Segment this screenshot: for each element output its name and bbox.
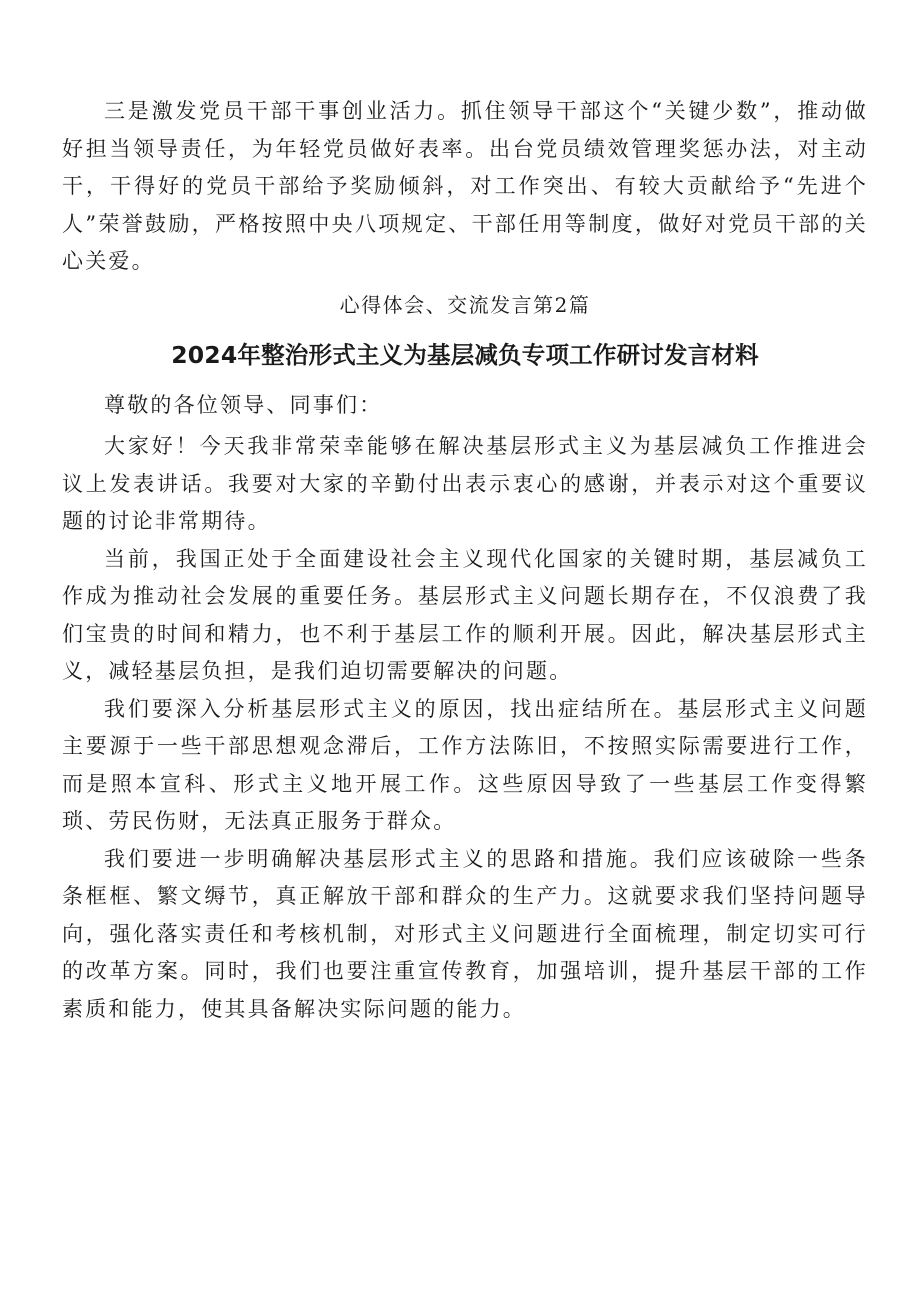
section-subheading: 心得体会、交流发言第2篇 xyxy=(339,292,591,317)
paragraph-2: 当前，我国正处于全面建设社会主义现代化国家的关键时期，基层减负工作成为推动社会发展的重要任务。基层形式主义问题长期存在，不仅浪费了我们宝贵的时间和精力，也不利于基层工作的顺利开展。因此，解决基层形式主义，减轻基层负担，是我们迫切需要解决的问题。 xyxy=(62,546,868,683)
paragraph-1: 大家好！今天我非常荣幸能够在解决基层形式主义为基层减负工作推进会议上发表讲话。我要对大家的辛勤付出表示衷心的感谢，并表示对这个重要议题的讨论非常期待。 xyxy=(62,434,868,533)
document-page xyxy=(62,93,868,1028)
salutation: 尊敬的各位领导、同事们： xyxy=(104,392,383,417)
paragraph-top: 三是激发党员干部干事创业活力。抓住领导干部这个“关键少数”，推动做好担当领导责任，为年轻党员做好表率。出台党员绩效管理奖惩办法，对主动干，干得好的党员干部给予奖励倾斜，对工作突出、有较大贡献给予“先进个人”荣誉鼓励，严格按照中央八项规定、干部任用等制度，做好对党员干部的关心关爱。 xyxy=(62,99,868,273)
document-title: 2024年整治形式主义为基层减负专项工作研讨发言材料 xyxy=(171,340,759,369)
paragraph-4: 我们要进一步明确解决基层形式主义的思路和措施。我们应该破除一些条条框框、繁文缛节，真正解放干部和群众的生产力。这就要求我们坚持问题导向，强化落实责任和考核机制，对形式主义问题进行全面梳理，制定切实可行的改革方案。同时，我们也要注重宣传教育，加强培训，提升基层干部的工作素质和能力，使其具备解决实际问题的能力。 xyxy=(62,846,868,1021)
paragraph-3: 我们要深入分析基层形式主义的原因，找出症结所在。基层形式主义问题主要源于一些干部思想观念滞后，工作方法陈旧，不按照实际需要进行工作，而是照本宣科、形式主义地开展工作。这些原因导致了一些基层工作变得繁琐、劳民伤财，无法真正服务于群众。 xyxy=(62,696,868,833)
